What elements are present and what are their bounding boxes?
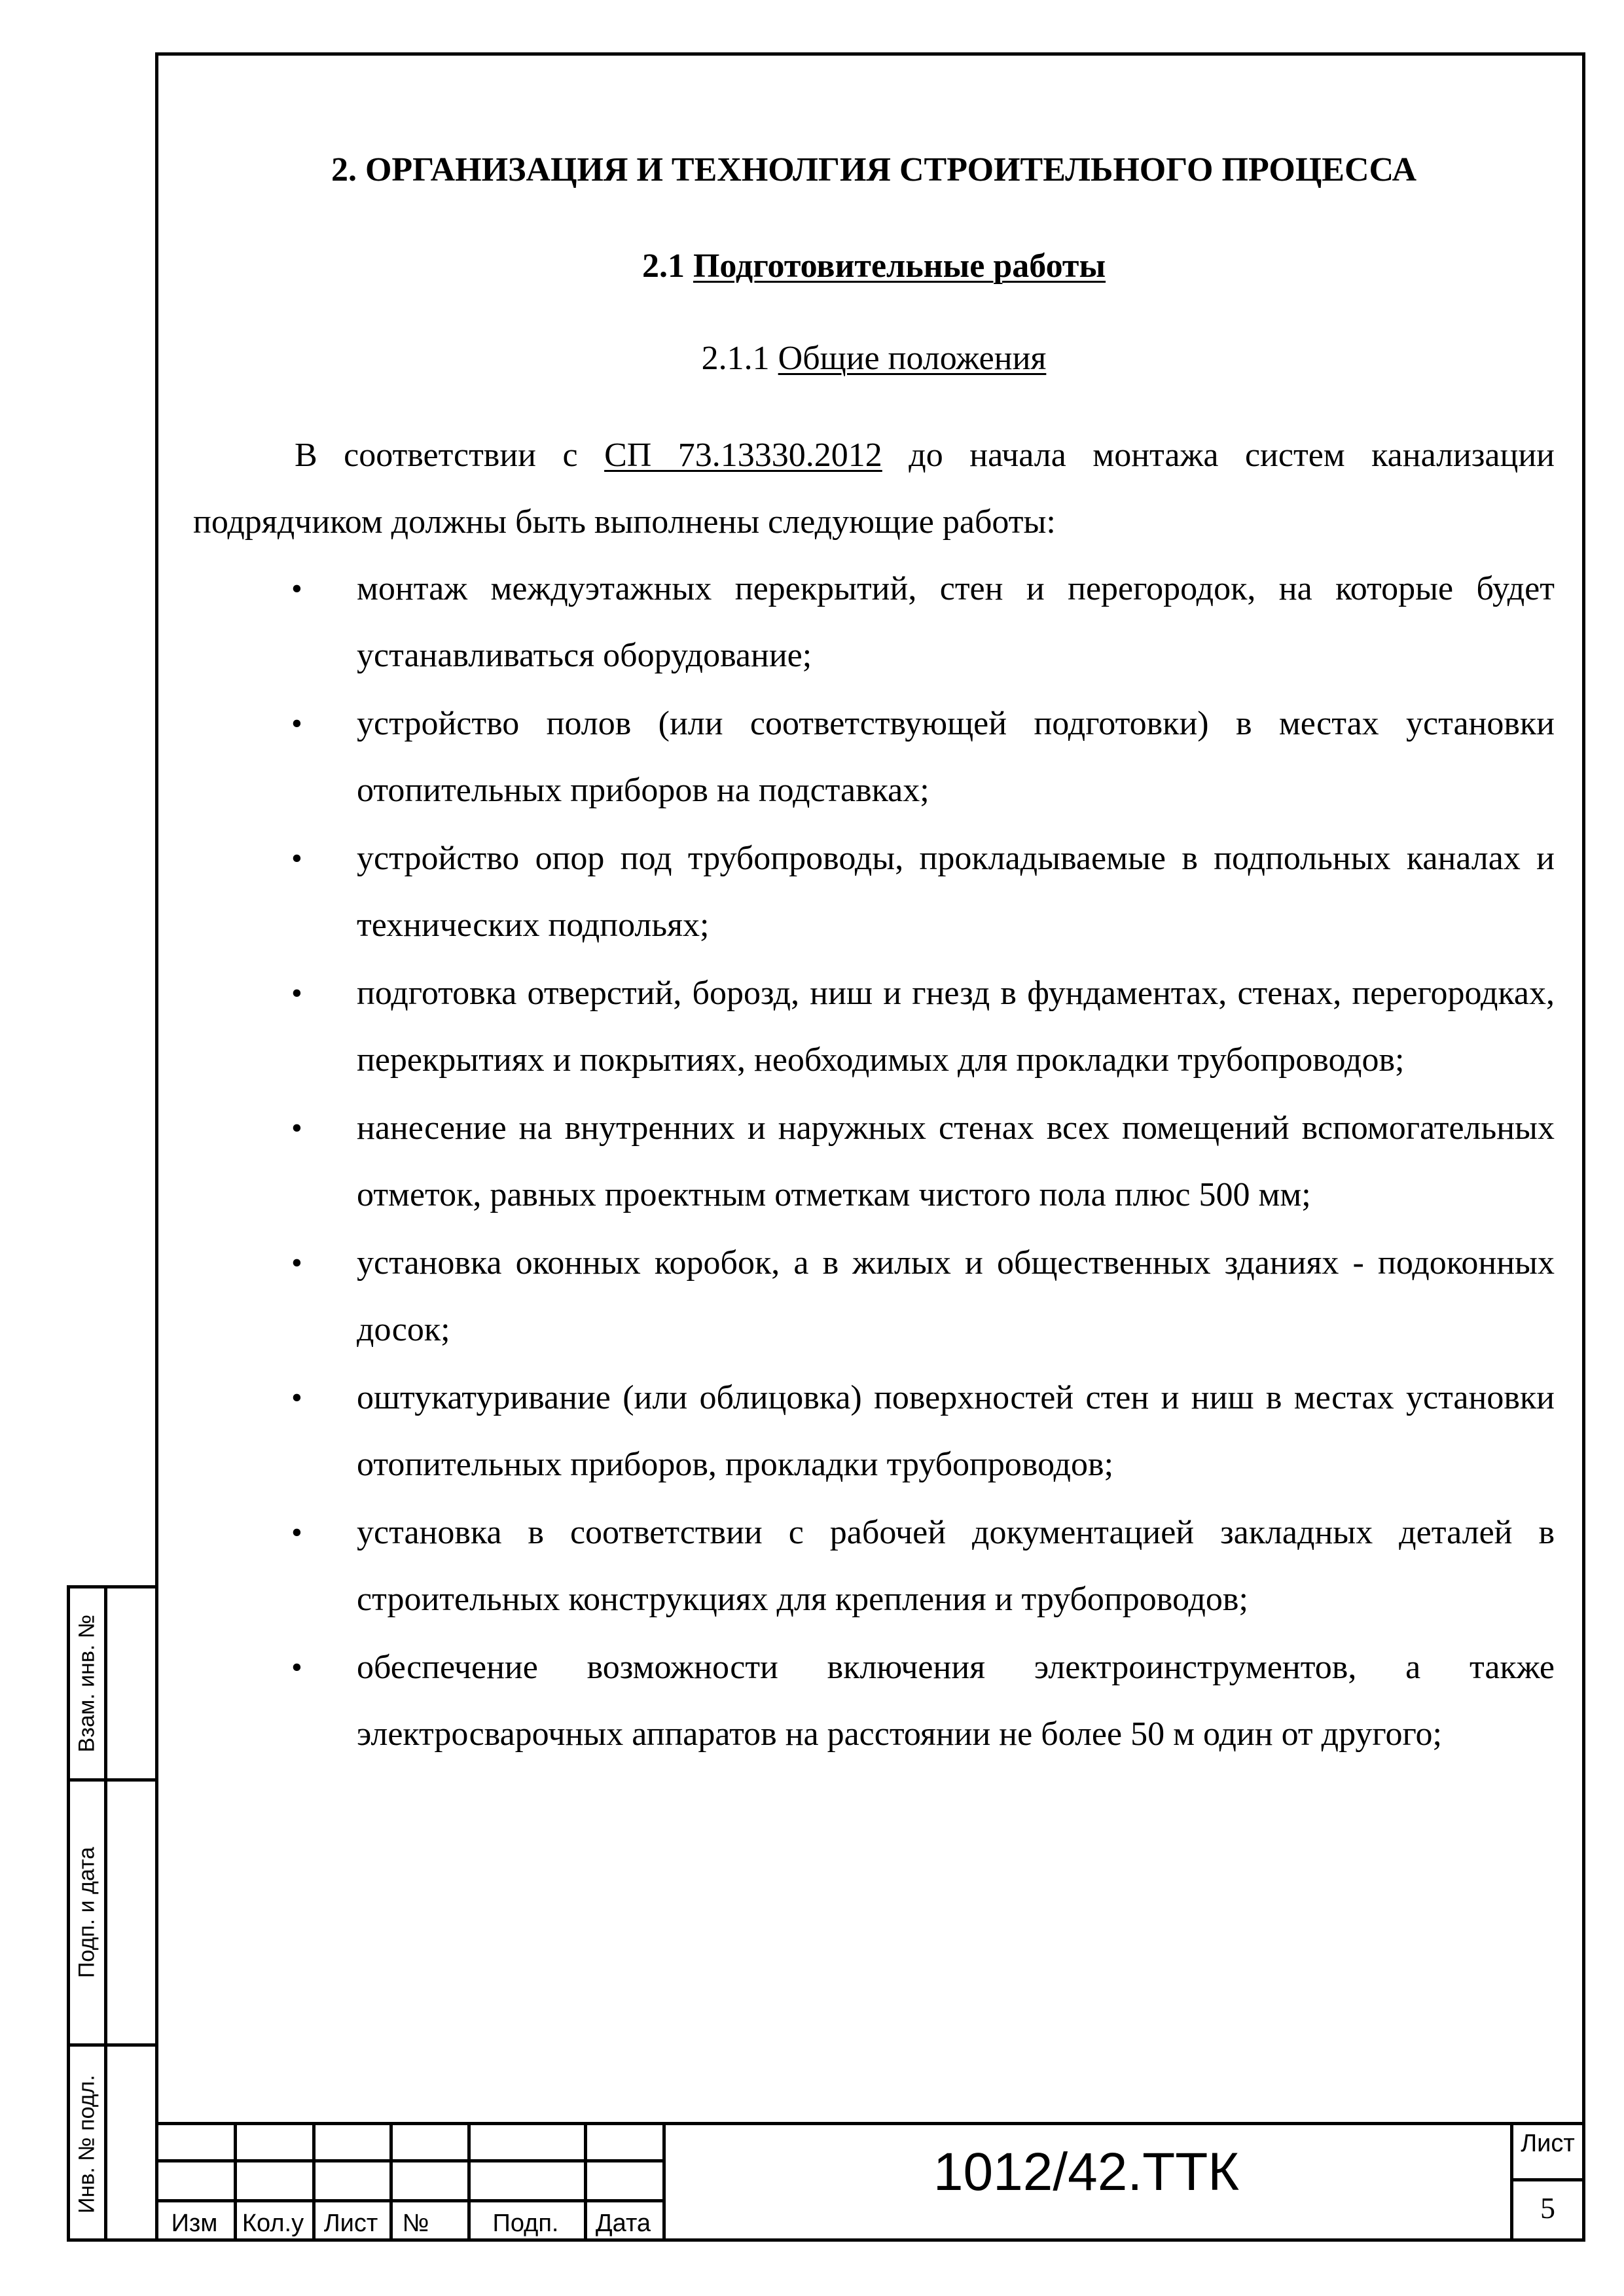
subsection-number: 2.1.1 (701, 340, 770, 377)
list-item (193, 1230, 1555, 1363)
list-item-text: обеспечение возможности включения электроинструментов, а также электросварочных аппаратов на расстоянии не более 50 м один от другого; (357, 1649, 1555, 1753)
list-item (193, 1634, 1555, 1768)
list-item (193, 1499, 1555, 1633)
bullet-icon: • (291, 976, 302, 1011)
side-cell-inv-podl (70, 2047, 155, 2242)
section-heading (193, 247, 1555, 285)
bullet-icon: • (291, 1111, 302, 1145)
sheet-number: 5 (1540, 2191, 1555, 2225)
list-item (193, 1095, 1555, 1229)
tb-label-kol: Кол.у (242, 2210, 304, 2237)
subsection-title: Общие положения (778, 340, 1047, 377)
list-item (193, 556, 1555, 689)
list-item-text: устройство опор под трубопроводы, прокладываемые в подпольных каналах и технических подпольях; (357, 840, 1555, 944)
bullet-icon: • (291, 1650, 302, 1685)
intro-text-before: В соответствии с (295, 437, 605, 474)
list-item (193, 825, 1555, 959)
list-item-text: устройство полов (или соответствующей подготовки) в местах установки отопительных приборов на подставках; (357, 705, 1555, 809)
page-content (193, 151, 1555, 1769)
side-label-podp-data: Подп. и дата (74, 1846, 99, 1979)
standard-reference-link[interactable]: СП 73.13330.2012 (604, 437, 882, 474)
title-block (155, 2122, 1585, 2242)
list-item-text: оштукатуривание (или облицовка) поверхностей стен и ниш в местах установки отопительных приборов, прокладки трубопроводов; (357, 1379, 1555, 1483)
bullet-icon: • (291, 1515, 302, 1550)
intro-text-after: до начала монтажа систем канализации подрядчиком должны быть выполнены следующие работы: (193, 437, 1555, 541)
bullet-icon: • (291, 841, 302, 876)
subsection-heading (193, 339, 1555, 378)
section-number: 2.1 (641, 247, 685, 285)
list-item (193, 960, 1555, 1094)
side-cell-podp-data (70, 1782, 155, 2047)
document-code: 1012/42.ТТК (933, 2142, 1240, 2202)
tb-label-list: Лист (323, 2210, 378, 2237)
bullet-icon: • (291, 1380, 302, 1415)
list-item-text: монтаж междуэтажных перекрытий, стен и перегородок, на которые будет устанавливаться оборудование; (357, 570, 1555, 674)
bullet-icon: • (291, 706, 302, 741)
side-cell-vzam-inv (70, 1588, 155, 1782)
tb-label-no: № (402, 2210, 429, 2237)
sheet-label: Лист (1521, 2130, 1575, 2157)
list-item-text: установка в соответствии с рабочей документацией закладных деталей в строительных конструкциях для крепления и трубопроводов; (357, 1514, 1555, 1618)
side-stamp (67, 1585, 155, 2242)
side-label-vzam-inv: Взам. инв. № (74, 1614, 99, 1753)
list-item-text: подготовка отверстий, борозд, ниш и гнезд в фундаментах, стенах, перегородках, перекрытиях и покрытиях, необходимых для прокладки трубопроводов; (357, 975, 1555, 1079)
intro-paragraph (193, 422, 1555, 556)
tb-label-izm: Изм (171, 2210, 218, 2237)
list-item-text: установка оконных коробок, а в жилых и общественных зданиях - подоконных досок; (357, 1244, 1555, 1348)
works-list (193, 556, 1555, 1768)
section-title: Подготовительные работы (693, 247, 1106, 285)
list-item (193, 1365, 1555, 1498)
bullet-icon: • (291, 571, 302, 606)
bullet-icon: • (291, 1246, 302, 1280)
list-item (193, 691, 1555, 824)
tb-label-podp: Подп. (492, 2210, 559, 2237)
chapter-heading: 2. ОРГАНИЗАЦИЯ И ТЕХНОЛГИЯ СТРОИТЕЛЬНОГО ПРОЦЕССА (331, 151, 1417, 188)
tb-label-data: Дата (595, 2210, 651, 2237)
side-label-inv-podl: Инв. № подл. (74, 2075, 99, 2214)
list-item-text: нанесение на внутренних и наружных стенах всех помещений вспомогательных отметок, равных проектным отметкам чистого пола плюс 500 мм; (357, 1109, 1555, 1213)
